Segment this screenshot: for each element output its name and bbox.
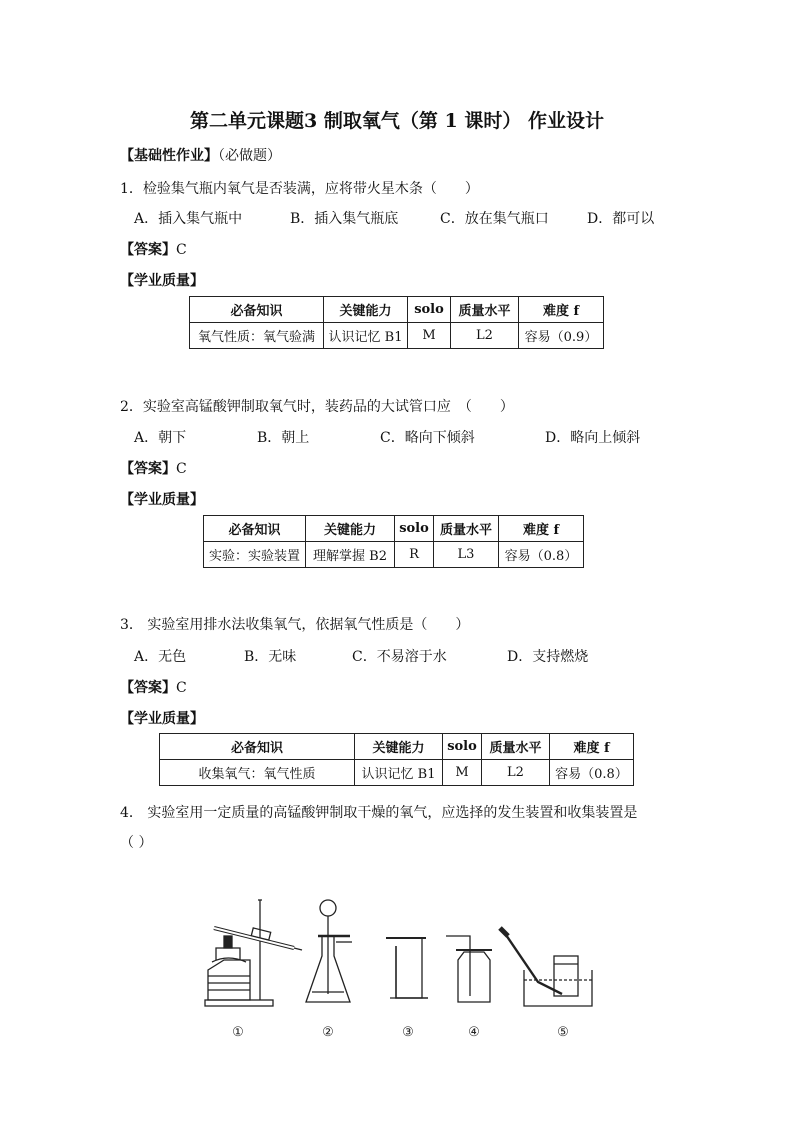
header-solo: solo: [408, 297, 451, 323]
section-note: （必做题）: [218, 148, 281, 164]
header-ability: 关键能力: [324, 297, 408, 323]
q1-answer: [120, 239, 187, 259]
q3-option-d: D．支持燃烧: [507, 649, 589, 665]
table-row: [160, 760, 634, 786]
answer-label: 【答案】: [120, 680, 176, 696]
cell: 认识记忆 B1: [355, 760, 443, 786]
apparatus-figure: [190, 890, 610, 1040]
q1-option-c: C．放在集气瓶口: [440, 211, 549, 227]
header-solo: solo: [443, 734, 482, 760]
cell: 认识记忆 B1: [324, 323, 408, 349]
header-solo: solo: [395, 516, 434, 542]
cell: L3: [434, 542, 499, 568]
cell: 收集氧气：氧气性质: [160, 760, 355, 786]
q3-quality-table: [159, 733, 634, 786]
q1-option-d: D．都可以: [587, 211, 655, 227]
apparatus-5-trough: [500, 928, 592, 1040]
apparatus-3-bottle: [386, 938, 428, 1040]
header-difficulty: 难度 f: [550, 734, 634, 760]
question-1-stem: 1．检验集气瓶内氧气是否装满，应将带火星木条（ ）: [120, 181, 479, 197]
q2-option-d: D．略向上倾斜: [545, 430, 641, 446]
answer-value: C: [176, 680, 187, 696]
answer-value: C: [176, 242, 187, 258]
q1-option-b: B．插入集气瓶底: [290, 211, 399, 227]
page-title: 第二单元课题3 制取氧气（第 1 课时） 作业设计: [190, 110, 604, 132]
cell: 容易（0.9）: [519, 323, 604, 349]
answer-value: C: [176, 461, 187, 477]
apparatus-4-bottle: [446, 936, 492, 1040]
cell: 理解掌握 B2: [306, 542, 395, 568]
header-quality-level: 质量水平: [434, 516, 499, 542]
q3-answer: [120, 677, 187, 697]
table-header-row: [160, 734, 634, 760]
cell: L2: [451, 323, 519, 349]
table-row: [204, 542, 584, 568]
q2-answer: [120, 458, 187, 478]
header-difficulty: 难度 f: [499, 516, 584, 542]
q2-option-a: A．朝下: [134, 430, 187, 446]
cell: 容易（0.8）: [550, 760, 634, 786]
q3-option-b: B．无味: [244, 649, 297, 665]
header-knowledge: 必备知识: [160, 734, 355, 760]
table-row: [190, 323, 604, 349]
answer-label: 【答案】: [120, 242, 176, 258]
cell: M: [443, 760, 482, 786]
cell: R: [395, 542, 434, 568]
question-3-stem: 3． 实验室用排水法收集氧气，依据氧气性质是（ ）: [120, 617, 470, 633]
question-4-stem-cont: （ ）: [120, 835, 153, 851]
section-heading: [120, 145, 281, 165]
answer-label: 【答案】: [120, 461, 176, 477]
q2-option-c: C．略向下倾斜: [380, 430, 475, 446]
section-label: 【基础性作业】: [120, 148, 218, 164]
q2-quality-label: 【学业质量】: [120, 492, 204, 508]
table-header-row: [204, 516, 584, 542]
header-knowledge: 必备知识: [204, 516, 306, 542]
header-ability: 关键能力: [306, 516, 395, 542]
apparatus-1-heating: [205, 900, 302, 1040]
cell: 氧气性质：氧气验满: [190, 323, 324, 349]
figure-label-5: ⑤: [557, 1025, 569, 1040]
header-quality-level: 质量水平: [482, 734, 550, 760]
cell: M: [408, 323, 451, 349]
cell: 实验：实验装置: [204, 542, 306, 568]
table-header-row: [190, 297, 604, 323]
header-ability: 关键能力: [355, 734, 443, 760]
cell: 容易（0.8）: [499, 542, 584, 568]
q3-quality-label: 【学业质量】: [120, 711, 204, 727]
q3-option-c: C．不易溶于水: [352, 649, 447, 665]
apparatus-2-flask: [306, 900, 352, 1040]
cell: L2: [482, 760, 550, 786]
figure-label-4: ④: [468, 1025, 480, 1040]
question-4-stem: 4． 实验室用一定质量的高锰酸钾制取干燥的氧气，应选择的发生装置和收集装置是: [120, 805, 638, 821]
question-2-stem: 2．实验室高锰酸钾制取氧气时，装药品的大试管口应 （ ）: [120, 399, 514, 415]
header-knowledge: 必备知识: [190, 297, 324, 323]
figure-label-2: ②: [322, 1025, 334, 1040]
q1-quality-table: [189, 296, 604, 349]
header-difficulty: 难度 f: [519, 297, 604, 323]
figure-label-3: ③: [402, 1025, 414, 1040]
q2-quality-table: [203, 515, 584, 568]
q2-option-b: B．朝上: [257, 430, 310, 446]
q3-option-a: A．无色: [134, 649, 187, 665]
header-quality-level: 质量水平: [451, 297, 519, 323]
q1-quality-label: 【学业质量】: [120, 273, 204, 289]
q1-option-a: A．插入集气瓶中: [134, 211, 243, 227]
figure-label-1: ①: [232, 1025, 244, 1040]
